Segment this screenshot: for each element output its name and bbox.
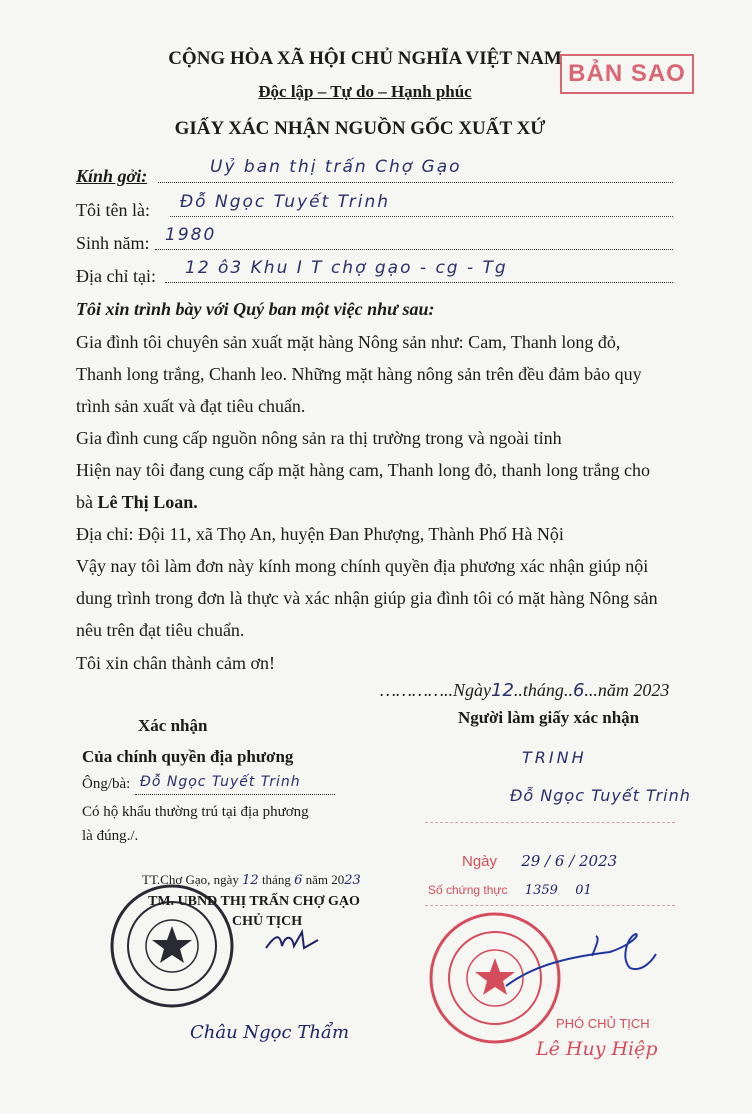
left-signer: Châu Ngọc Thẩm: [190, 1022, 350, 1043]
cert-book: 01: [575, 883, 592, 898]
date-line: …………..Ngày12..tháng..6...năm 2023: [380, 680, 670, 701]
chairman-signature: [262, 926, 332, 956]
para-1-line-3: trình sản xuất và đạt tiêu chuẩn.: [76, 396, 306, 416]
cert-number-line: [428, 883, 592, 898]
office-prefix: TM.: [148, 894, 175, 909]
right-title: Người làm giấy xác nhận: [458, 708, 640, 727]
right-role: PHÓ CHỦ TỊCH: [556, 1016, 650, 1031]
date-day: 12: [491, 680, 514, 701]
para-3-line-1: Hiện nay tôi đang cung cấp mặt hàng cam, Thanh long đỏ, thanh long trắng cho: [76, 460, 651, 480]
left-date-line: [142, 872, 361, 888]
cert-date: 29 / 6 / 2023: [521, 852, 618, 870]
dotted-line: [165, 282, 673, 283]
left-title-1: Xác nhận: [138, 716, 208, 735]
name-label: Tôi tên là:: [76, 200, 150, 220]
dotted-line: [170, 216, 673, 217]
left-date-month: 6: [294, 873, 303, 888]
person-value: Đỗ Ngọc Tuyết Trinh: [140, 774, 301, 790]
cert-number: 1359: [524, 883, 558, 898]
motto: Độc lập – Tự do – Hạnh phúc: [258, 82, 472, 101]
para-2: Gia đình cung cấp nguồn nông sản ra thị trường trong và ngoài tỉnh: [76, 428, 562, 448]
cert-day-label: Ngày: [462, 853, 498, 870]
left-date-text: TT.Chợ Gạo, ngày: [142, 872, 239, 887]
office-line: [148, 894, 360, 910]
date-month: 6: [572, 680, 585, 701]
para-3-prefix: bà: [76, 492, 93, 512]
intro: Tôi xin trình bày với Quý ban một việc như sau:: [76, 299, 435, 319]
left-date-year-suffix: 23: [344, 873, 361, 888]
office-name: UBND THỊ TRẤN CHỢ GẠO: [177, 894, 360, 909]
applicant-sign-name: TRINH: [522, 748, 587, 767]
confirm-line: là đúng./.: [82, 828, 139, 844]
left-date-day: 12: [242, 873, 259, 888]
cert-date-line: [462, 852, 617, 870]
birth-value: 1980: [165, 225, 217, 245]
left-title-2: Của chính quyền địa phương: [82, 747, 294, 766]
birth-label: Sinh năm:: [76, 233, 150, 253]
document-title: GIẤY XÁC NHẬN NGUỒN GỐC XUẤT XỨ: [174, 118, 546, 139]
para-3-line-2: [76, 486, 198, 518]
person-line: [82, 776, 130, 793]
date-year: năm 2023: [597, 680, 670, 700]
dotted-line: [158, 182, 673, 183]
dotted-line: [135, 794, 335, 795]
para-5-line-1: Vậy nay tôi làm đơn này kính mong chính quyền địa phương xác nhận giúp nội: [76, 556, 649, 576]
cert-number-label: Số chứng thực: [428, 883, 508, 897]
applicant-full-name: Đỗ Ngọc Tuyết Trinh: [510, 786, 691, 805]
left-role: CHỦ TỊCH: [232, 914, 303, 929]
recipient-name: Lê Thị Loan.: [97, 492, 198, 512]
residence-line: Có hộ khẩu thường trú tại địa phương: [82, 804, 309, 820]
copy-stamp: BẢN SAO: [560, 54, 694, 94]
vice-chairman-signature: [500, 928, 660, 998]
address-value: 12 ô3 Khu I T chợ gạo - cg - Tg: [185, 258, 508, 278]
dotted-line: [155, 249, 673, 250]
to-label: Kính gởi:: [76, 166, 148, 186]
address-label: Địa chỉ tại:: [76, 266, 156, 286]
left-date-year-label: năm 20: [305, 872, 345, 887]
date-prefix: …………..Ngày: [380, 680, 492, 700]
para-5-line-3: nêu trên đạt tiêu chuẩn.: [76, 620, 245, 640]
para-1-line-2: Thanh long trắng, Chanh leo. Những mặt hàng nông sản trên đều đảm bảo quy: [76, 364, 642, 384]
country-heading: CỘNG HÒA XÃ HỘI CHỦ NGHĨA VIỆT NAM: [168, 48, 562, 69]
person-label: Ông/bà:: [82, 776, 131, 792]
name-value: Đỗ Ngọc Tuyết Trinh: [180, 192, 391, 212]
para-5-line-2: dung trình trong đơn là thực và xác nhận giúp gia đình tôi có mặt hàng Nông sản: [76, 588, 658, 608]
to-value: Uỷ ban thị trấn Chợ Gạo: [210, 157, 462, 177]
para-4: Địa chỉ: Đội 11, xã Thọ An, huyện Đan Phượng, Thành Phố Hà Nội: [76, 524, 564, 544]
date-month-label: tháng: [522, 680, 564, 700]
right-signer: Lê Huy Hiệp: [536, 1038, 658, 1060]
para-6: Tôi xin chân thành cảm ơn!: [76, 653, 275, 673]
left-date-month-label: tháng: [261, 872, 291, 887]
para-1-line-1: Gia đình tôi chuyên sản xuất mặt hàng Nông sản như: Cam, Thanh long đỏ,: [76, 332, 621, 352]
